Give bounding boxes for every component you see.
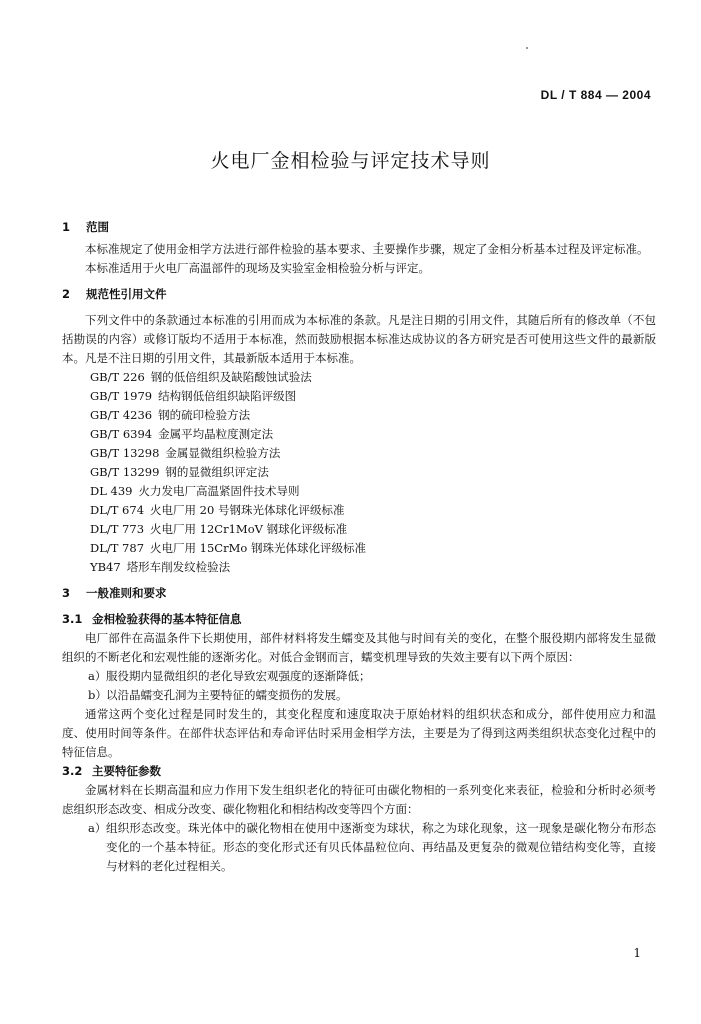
reference-title: 火力发电厂高温紧固件技术导则 [138, 484, 300, 498]
reference-title: 钢的显微组织评定法 [165, 465, 269, 479]
reference-title: 金属平均晶粒度测定法 [158, 427, 274, 441]
standard-code: DL / T 884 — 2004 [540, 88, 651, 102]
reference-code: GB/T 13299 [90, 465, 160, 479]
list-item [62, 667, 656, 686]
section-1-heading [62, 218, 656, 237]
subsection-3-1-paragraph: 电厂部件在高温条件下长期使用，部件材料将发生蠕变及其他与时间有关的变化，在整个服役期内部将发生显微组织的不断老化和宏观性能的逐渐劣化。对低合金钢而言，蠕变机理导致的失效主要有以下两个原因： [62, 631, 656, 664]
section-title: 范围 [86, 220, 110, 234]
section-title: 规范性引用文件 [86, 287, 167, 301]
subsection-3-1-paragraph: 通常这两个变化过程是同时发生的，其变化程度和速度取决于原始材料的组织状态和成分，部件使用应力和温度、使用时间等条件。在部件状态评估和寿命评估时采用金相学方法，主要是为了得到这两类组织状态变化过程中的特征信息。 [62, 707, 656, 759]
subsection-3-2-heading [62, 762, 656, 781]
reference-title: 金属显微组织检验方法 [165, 446, 281, 460]
subsection-number: 3.2 [62, 764, 83, 778]
subsection-3-2-paragraph: 金属材料在长期高温和应力作用下发生组织老化的特征可由碳化物相的一系列变化来表征，检验和分析时必须考虑组织形态改变、相成分改变、碳化物粗化和相结构改变等四个方面： [62, 783, 656, 816]
reference-title: 火电厂用 20 号钢珠光体球化评级标准 [150, 503, 345, 517]
subsection-3-1-heading [62, 610, 656, 629]
reference-item [62, 501, 656, 520]
list-item [62, 686, 656, 705]
reference-item [62, 425, 656, 444]
section-number: 3 [62, 586, 71, 600]
list-marker: a） [88, 669, 107, 683]
reference-code: GB/T 4236 [90, 408, 153, 422]
section-1-paragraph: 本标准适用于火电厂高温部件的现场及实验室金相检验分析与评定。 [85, 261, 430, 275]
reference-list [62, 368, 656, 577]
scan-speck [526, 47, 528, 49]
list-marker: a） [88, 821, 107, 835]
section-2-intro: 下列文件中的条款通过本标准的引用而成为本标准的条款。凡是注日期的引用文件，其随后所有的修改单（不包括勘误的内容）或修订版均不适用于本标准，然而鼓励根据本标准达成协议的各方研究是否可使用这些文件的最新版本。凡是不注日期的引用文件，其最新版本适用于本标准。 [62, 313, 656, 365]
section-number: 2 [62, 287, 71, 301]
section-3-heading [62, 584, 656, 603]
reference-item [62, 463, 656, 482]
section-2-heading [62, 285, 656, 304]
reference-item [62, 539, 656, 558]
reference-item [62, 482, 656, 501]
section-title: 一般准则和要求 [86, 586, 167, 600]
document-body [62, 218, 656, 876]
reference-item [62, 406, 656, 425]
reference-item [62, 444, 656, 463]
reference-title: 火电厂用 15CrMo 钢珠光体球化评级标准 [150, 541, 366, 555]
subsection-title: 主要特征参数 [92, 764, 162, 778]
reference-code: GB/T 1979 [90, 389, 153, 403]
list-item-text: 服役期内显微组织的老化导致宏观强度的逐渐降低； [106, 669, 371, 683]
document-title: 火电厂金相检验与评定技术导则 [210, 150, 491, 172]
reference-item [62, 520, 656, 539]
subsection-number: 3.1 [62, 612, 83, 626]
reference-code: DL/T 773 [90, 522, 145, 536]
reference-title: 钢的低倍组织及缺陷酸蚀试验法 [150, 370, 312, 384]
section-number: 1 [62, 220, 71, 234]
list-marker: b） [88, 688, 107, 702]
reference-title: 钢的硫印检验方法 [158, 408, 251, 422]
reference-title: 塔形车削发纹检验法 [126, 560, 231, 574]
subsection-title: 金相检验获得的基本特征信息 [92, 612, 242, 626]
reference-code: DL 439 [90, 484, 133, 498]
list-item-text: 以沿晶蠕变孔洞为主要特征的蠕变损伤的发展。 [106, 688, 348, 702]
list-item [62, 819, 656, 876]
page-number: 1 [633, 946, 641, 960]
reference-title: 火电厂用 12Cr1MoV 钢球化评级标准 [150, 522, 348, 536]
reference-code: DL/T 674 [90, 503, 145, 517]
reference-code: YB47 [90, 560, 121, 574]
reference-item [62, 368, 656, 387]
reference-code: DL/T 787 [90, 541, 145, 555]
reference-code: GB/T 226 [90, 370, 145, 384]
reference-title: 结构钢低倍组织缺陷评级图 [158, 389, 297, 403]
section-1-paragraph: 本标准规定了使用金相学方法进行部件检验的基本要求、主要操作步骤，规定了金相分析基本过程及评定标准。 [85, 242, 649, 256]
reference-item [62, 387, 656, 406]
reference-item [62, 558, 656, 577]
list-item-text: 组织形态改变。珠光体中的碳化物相在使用中逐渐变为球状，称之为球化现象，这一现象是碳化物分布形态变化的一个基本特征。形态的变化形式还有贝氏体晶粒位向、再结晶及更复杂的微观位错结构变化等，直接与材料的老化过程相关。 [106, 821, 656, 873]
reference-code: GB/T 13298 [90, 446, 160, 460]
reference-code: GB/T 6394 [90, 427, 153, 441]
